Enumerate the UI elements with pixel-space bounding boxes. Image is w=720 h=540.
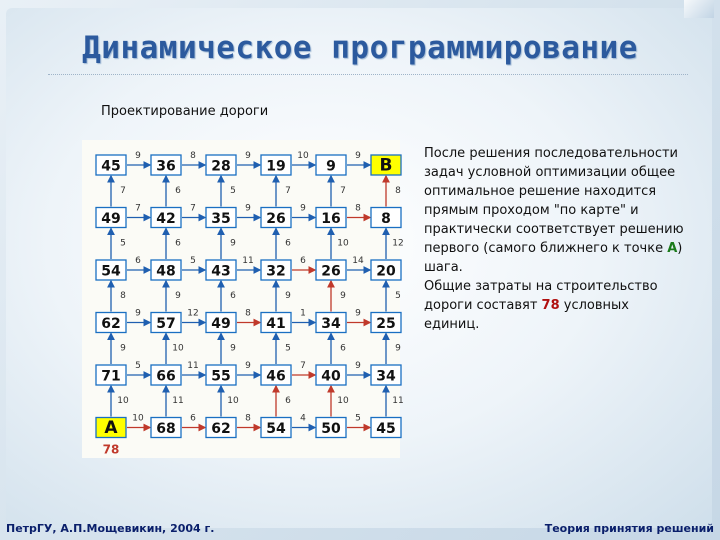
h-cost-label: 9: [355, 151, 361, 161]
v-cost-label: 8: [120, 291, 126, 301]
cell-value: 54: [266, 421, 286, 437]
slide-subtitle: Проектирование дороги: [101, 104, 269, 119]
v-cost-label: 10: [337, 396, 349, 406]
h-cost-label: 10: [132, 413, 144, 424]
h-cost-label: 4: [300, 413, 306, 424]
footer-course: Теория принятия решений: [544, 522, 714, 535]
v-cost-label: 9: [120, 343, 126, 354]
h-cost-label: 5: [190, 256, 196, 266]
corner-decoration: [684, 0, 714, 18]
cell-value: 49: [211, 316, 231, 332]
description-part-2-end: условных единиц.: [424, 298, 629, 332]
v-cost-label: 9: [285, 291, 291, 301]
cell-value: 25: [376, 316, 396, 332]
v-cost-label: 10: [227, 396, 239, 406]
h-cost-label: 9: [245, 361, 251, 371]
cell-value: 34: [321, 316, 341, 332]
description-part-1: После решения последовательности задач условной оптимизации общее оптимальное решение находится прямым проходом "по карте" и практически соответствует решению первого (самого ближнего к точке: [424, 146, 684, 256]
v-cost-label: 7: [120, 186, 126, 196]
cell-value: 49: [101, 211, 121, 227]
cell-value: 43: [211, 263, 231, 280]
h-cost-label: 11: [242, 256, 254, 266]
cell-value: 8: [381, 211, 391, 227]
v-cost-label: 9: [340, 291, 346, 301]
slide-title: Динамическое программирование: [82, 30, 638, 66]
road-grid-diagram: [82, 140, 404, 458]
description-text: [424, 144, 684, 334]
v-cost-label: 9: [395, 343, 401, 354]
cell-value: 20: [376, 263, 396, 280]
cell-value: 19: [266, 158, 286, 175]
cell-value: 71: [101, 368, 121, 385]
h-cost-label: 7: [190, 203, 196, 214]
cell-value: 40: [321, 368, 341, 385]
h-cost-label: 10: [297, 151, 309, 161]
v-cost-label: 5: [230, 186, 236, 196]
cell-value: 46: [266, 368, 286, 385]
cell-value: 36: [156, 158, 176, 175]
h-cost-label: 14: [352, 256, 364, 266]
h-cost-label: 9: [245, 203, 251, 214]
point-a-label: A: [104, 418, 118, 438]
description-part-2: Общие затраты на строительство дороги составят: [424, 279, 658, 313]
v-cost-label: 11: [392, 396, 404, 406]
v-cost-label: 10: [337, 238, 349, 249]
cell-value: 62: [101, 316, 121, 332]
cell-value: 26: [321, 263, 341, 280]
v-cost-label: 6: [175, 238, 181, 249]
v-cost-label: 10: [117, 396, 129, 406]
cell-value: 54: [101, 263, 121, 280]
v-cost-label: 11: [172, 396, 184, 406]
h-cost-label: 7: [300, 361, 306, 371]
description-part-1-end: ) шага.: [424, 241, 683, 275]
cell-value: 45: [376, 421, 396, 437]
h-cost-label: 12: [187, 308, 199, 319]
v-cost-label: 5: [285, 343, 291, 354]
v-cost-label: 7: [285, 186, 291, 196]
h-cost-label: 5: [135, 361, 141, 371]
v-cost-label: 6: [285, 238, 291, 249]
v-cost-label: 6: [175, 186, 181, 196]
h-cost-label: 8: [190, 151, 196, 161]
h-cost-label: 6: [190, 413, 196, 424]
a-total-value: 78: [102, 442, 120, 457]
h-cost-label: 7: [135, 203, 141, 214]
v-cost-label: 9: [175, 291, 181, 301]
v-cost-label: 12: [392, 238, 404, 249]
v-cost-label: 9: [230, 238, 236, 249]
cell-value: 35: [211, 211, 231, 227]
cell-value: 34: [376, 368, 396, 385]
point-a-label: А: [667, 241, 678, 256]
v-cost-label: 10: [172, 343, 184, 354]
cell-value: 28: [211, 158, 231, 175]
h-cost-label: 8: [245, 308, 251, 319]
h-cost-label: 9: [355, 361, 361, 371]
cell-value: 57: [156, 316, 176, 332]
h-cost-label: 9: [135, 151, 141, 161]
h-cost-label: 8: [355, 203, 361, 214]
cell-value: 32: [266, 263, 286, 280]
point-b-label: B: [379, 155, 393, 176]
v-cost-label: 6: [340, 343, 346, 354]
v-cost-label: 6: [230, 291, 236, 301]
total-cost-value: 78: [541, 298, 560, 313]
h-cost-label: 11: [187, 361, 199, 371]
cell-value: 66: [156, 368, 176, 385]
road-grid-panel: [82, 140, 404, 458]
cell-value: 68: [156, 421, 176, 437]
footer-author: ПетрГУ, А.П.Мощевикин, 2004 г.: [6, 522, 215, 535]
cell-value: 41: [266, 316, 286, 332]
h-cost-label: 6: [300, 256, 306, 266]
cell-value: 48: [156, 263, 176, 280]
cell-value: 50: [321, 421, 341, 437]
h-cost-label: 5: [355, 413, 361, 424]
title-underline: [48, 74, 688, 75]
cell-value: 45: [101, 158, 121, 175]
cell-value: 42: [156, 211, 176, 227]
h-cost-label: 6: [135, 256, 141, 266]
h-cost-label: 1: [300, 308, 306, 319]
v-cost-label: 7: [340, 186, 346, 196]
v-cost-label: 6: [285, 396, 291, 406]
h-cost-label: 9: [245, 151, 251, 161]
h-cost-label: 8: [245, 413, 251, 424]
cell-value: 9: [326, 158, 336, 175]
v-cost-label: 5: [120, 238, 126, 249]
h-cost-label: 9: [135, 308, 141, 319]
cell-value: 16: [321, 211, 341, 227]
v-cost-label: 5: [395, 291, 401, 301]
v-cost-label: 8: [395, 186, 401, 196]
cell-value: 62: [211, 421, 231, 437]
h-cost-label: 9: [300, 203, 306, 214]
v-cost-label: 9: [230, 343, 236, 354]
h-cost-label: 9: [355, 308, 361, 319]
cell-value: 26: [266, 211, 286, 227]
cell-value: 55: [211, 368, 231, 385]
